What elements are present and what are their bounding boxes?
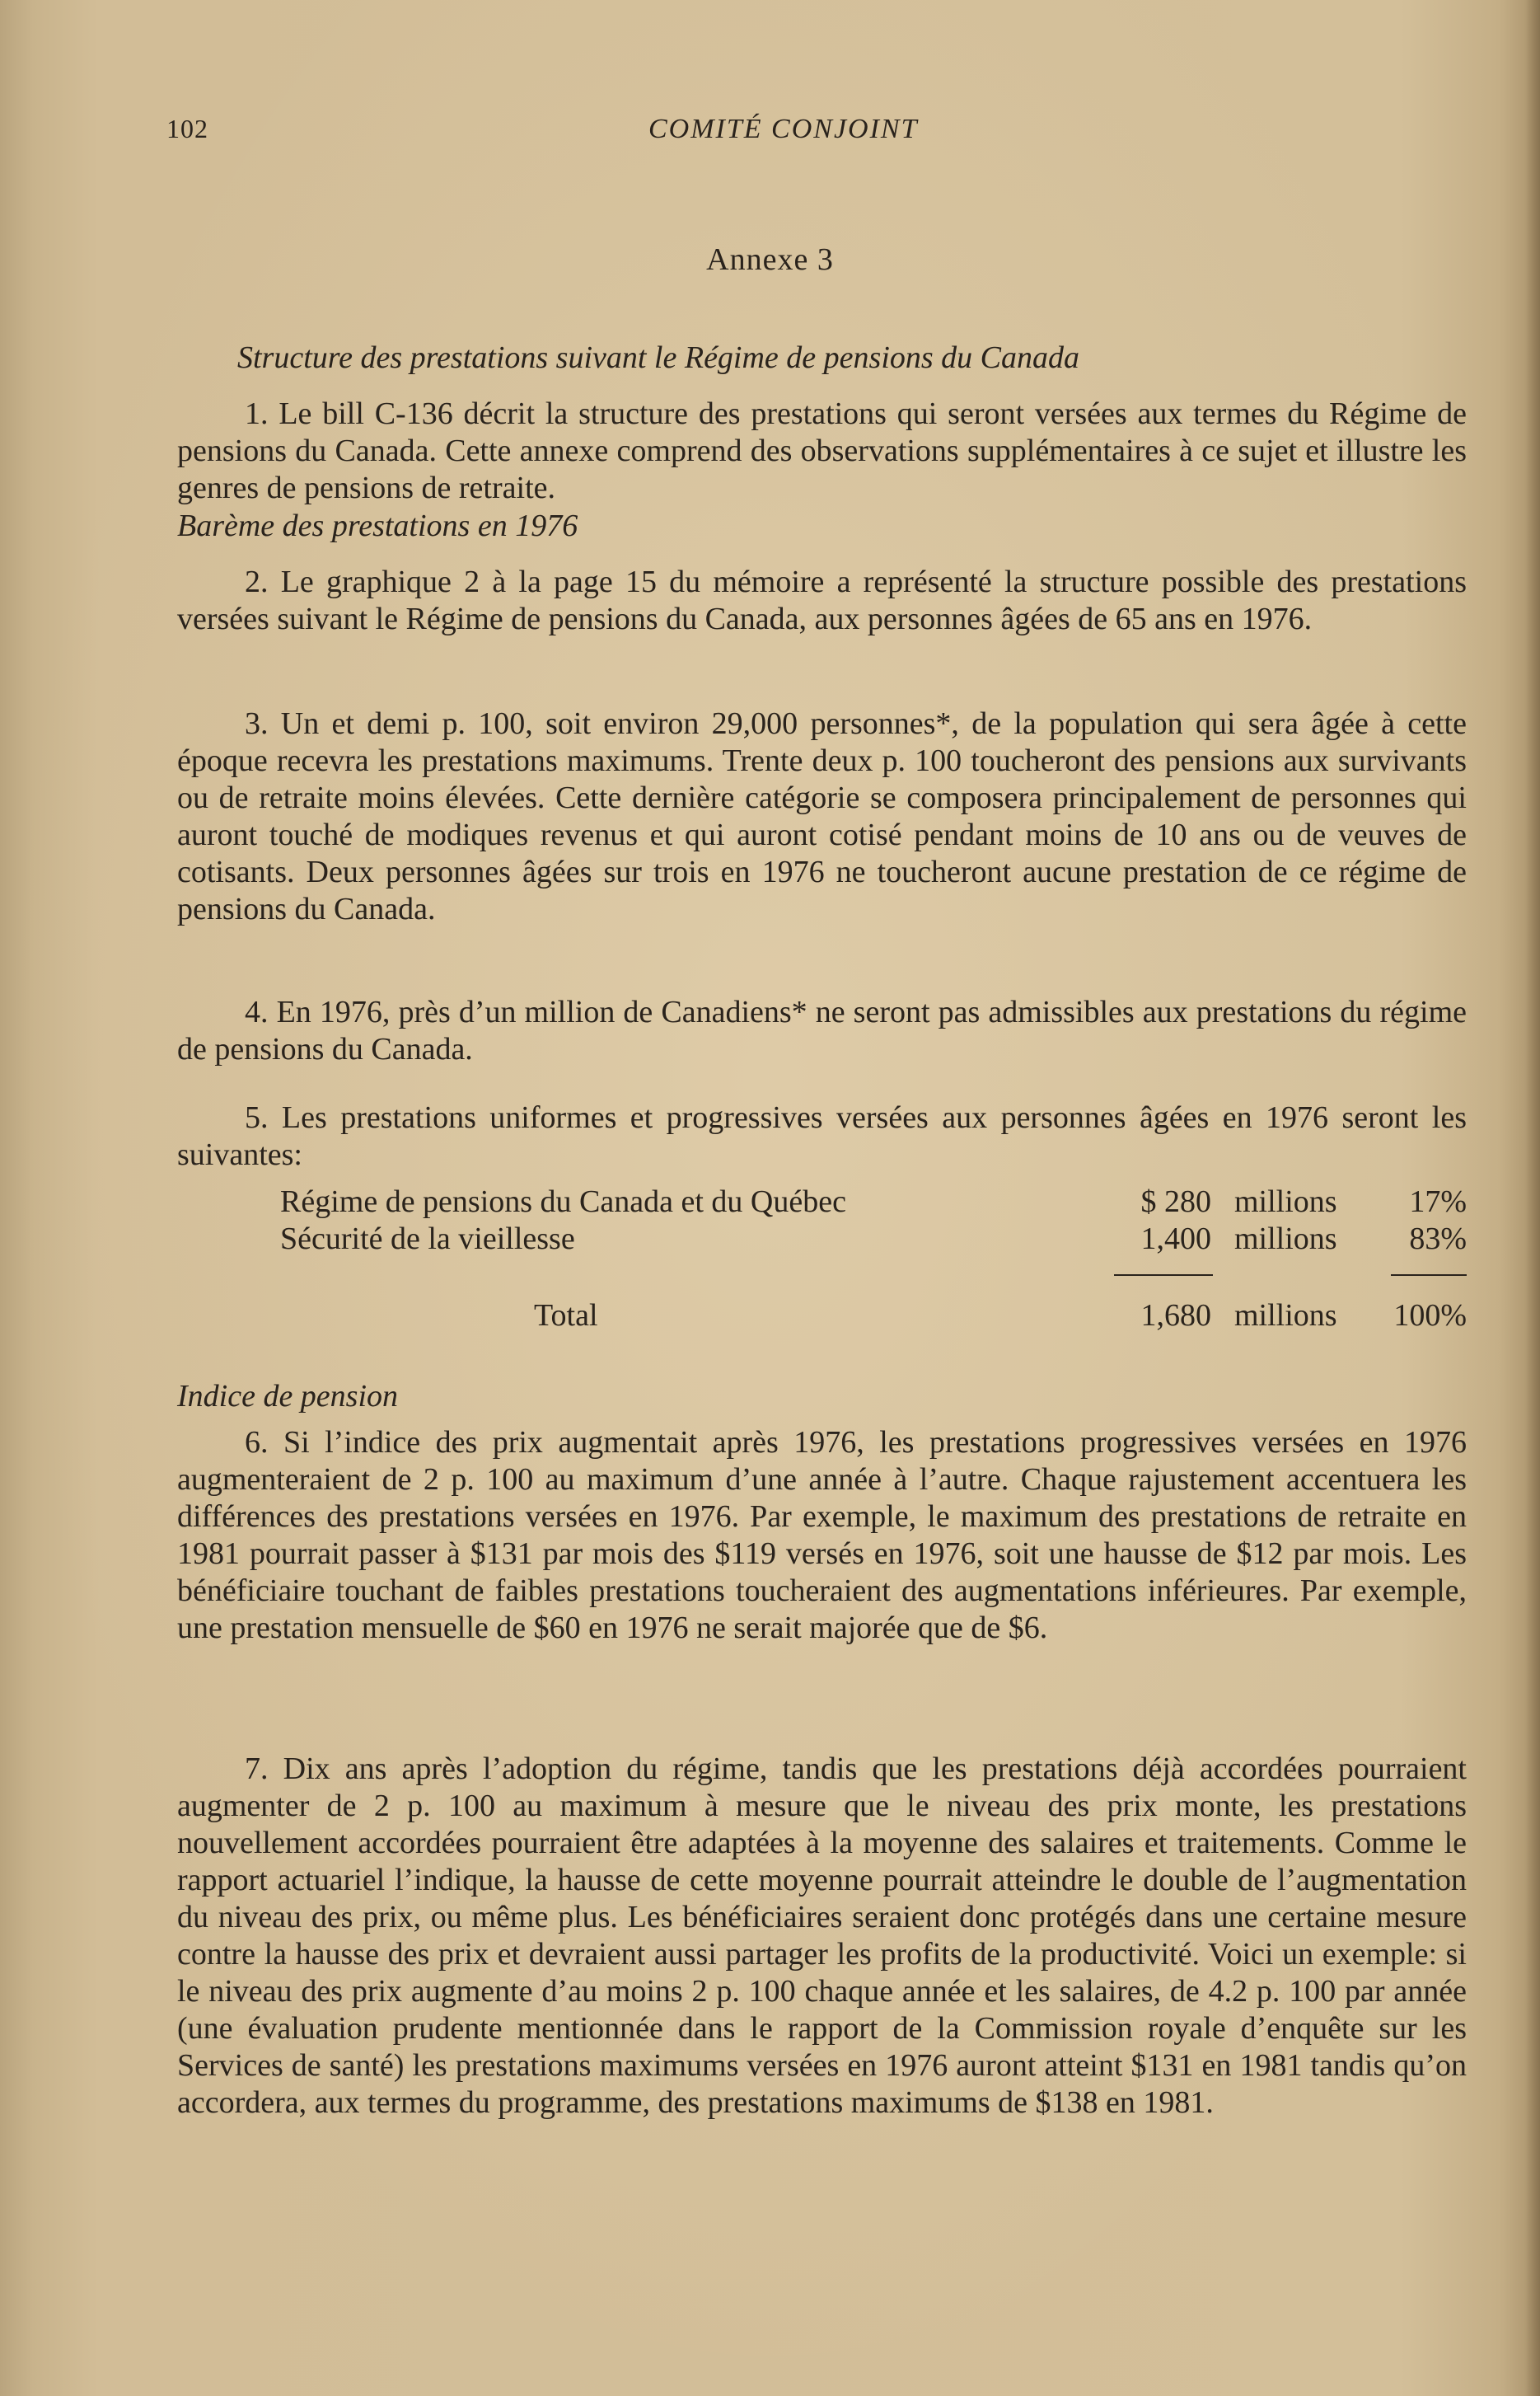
paragraph-4-block — [177, 994, 1467, 1068]
paragraph-5: 5. Les prestations uniformes et progressives versées aux personnes âgées en 1976 seront les suivantes: — [177, 1100, 1467, 1172]
running-title: COMITÉ CONJOINT — [648, 114, 919, 144]
paragraph-1-block — [177, 396, 1467, 507]
paragraph-7-block — [177, 1751, 1467, 2122]
row-label: Régime de pensions du Canada et du Québec — [280, 1184, 846, 1219]
paragraph-5-block — [177, 1100, 1467, 1174]
benefits-total — [280, 1297, 1467, 1334]
section-title: Structure des prestations suivant le Régime de pensions du Canada — [237, 340, 1080, 375]
total-label: Total — [534, 1298, 598, 1333]
table-total-row — [280, 1297, 1467, 1334]
table-row — [280, 1184, 1467, 1221]
row-amount: $ 280 — [1140, 1184, 1211, 1219]
row-unit: millions — [1234, 1221, 1337, 1256]
page-header — [166, 114, 1468, 155]
row-amount: 1,400 — [1140, 1221, 1211, 1256]
total-amount: 1,680 — [1140, 1298, 1211, 1333]
subheading-bareme: Barème des prestations en 1976 — [177, 509, 578, 543]
amount-total-rule — [1114, 1274, 1213, 1276]
benefits-table — [280, 1184, 1467, 1258]
paragraph-6-block — [177, 1424, 1467, 1647]
row-percent: 83% — [1409, 1221, 1467, 1256]
page-number: 102 — [166, 114, 208, 143]
paragraph-6: 6. Si l’indice des prix augmentait après 1976, les prestations progressives versées en 1976 augmenteraient de 2 p. 100 au maximum d’une année à l’autre. Chaque rajustement accentuera les différences des prestations versées en 1976. Par exemple, le maximum des prestations de retraite en 1981 pourrait passer à $131 par mois des $119 versés en 1976, soit une hausse de $12 par mois. Les bénéficiaire touchant de faibles prestations toucheraient des augmentations inférieures. Par exemple, une prestation mensuelle de $60 en 1976 ne serait majorée que de $6. — [177, 1425, 1467, 1645]
total-unit: millions — [1234, 1298, 1337, 1333]
total-percent: 100% — [1393, 1298, 1467, 1333]
row-label: Sécurité de la vieillesse — [280, 1221, 575, 1256]
paragraph-4: 4. En 1976, près d’un million de Canadiens* ne seront pas admissibles aux prestations du régime de pensions du Canada. — [177, 995, 1467, 1067]
table-row — [280, 1221, 1467, 1258]
subheading-indice: Indice de pension — [177, 1379, 399, 1414]
paragraph-2-block — [177, 564, 1467, 638]
row-unit: millions — [1234, 1184, 1337, 1219]
paragraph-3-block — [177, 706, 1467, 928]
paragraph-1: 1. Le bill C-136 décrit la structure des prestations qui seront versées aux termes du Régime de pensions du Canada. Cette annexe comprend des observations supplémentaires à ce sujet et illustre les genres de pensions de retraite. — [177, 396, 1467, 505]
row-percent: 17% — [1409, 1184, 1467, 1219]
percent-total-rule — [1391, 1274, 1467, 1276]
page-edge-shadow — [1525, 0, 1540, 2396]
paragraph-7: 7. Dix ans après l’adoption du régime, tandis que les prestations déjà accordées pourraient augmenter de 2 p. 100 au maximum à mesure que le niveau des prix monte, les prestations nouvellement accordées pourraient être adaptées à la moyenne des salaires et traitements. Comme le rapport actuariel l’indique, la hausse de cette moyenne pourrait atteindre le double de l’augmentation du niveau des prix, ou même plus. Les bénéficiaires seraient donc protégés dans une certaine mesure contre la hausse des prix et devraient aussi partager les profits de la productivité. Voici un exemple: si le niveau des prix augmente d’au moins 2 p. 100 chaque année et les salaires, de 4.2 p. 100 par année (une évaluation prudente mentionnée dans le rapport de la Commission royale d’enquête sur les Services de santé) les prestations maximums versées en 1976 auront atteint $131 en 1981 tandis qu’on accordera, aux termes du programme, des prestations maximums de $138 en 1981. — [177, 1751, 1467, 2120]
paragraph-2: 2. Le graphique 2 à la page 15 du mémoire a représenté la structure possible des prestations versées suivant le Régime de pensions du Canada, aux personnes âgées de 65 ans en 1976. — [177, 565, 1467, 636]
annex-title: Annexe 3 — [706, 242, 834, 277]
paragraph-3: 3. Un et demi p. 100, soit environ 29,000 personnes*, de la population qui sera âgée à cette époque recevra les prestations maximums. Trente deux p. 100 toucheront des pensions aux survivants ou de retraite moins élevées. Cette dernière catégorie se composera principalement de personnes qui auront touché de modiques revenus et qui auront cotisé pendant moins de 10 ans ou de veuves de cotisants. Deux personnes âgées sur trois en 1976 ne toucheront aucune prestation de ce régime de pensions du Canada. — [177, 706, 1467, 926]
